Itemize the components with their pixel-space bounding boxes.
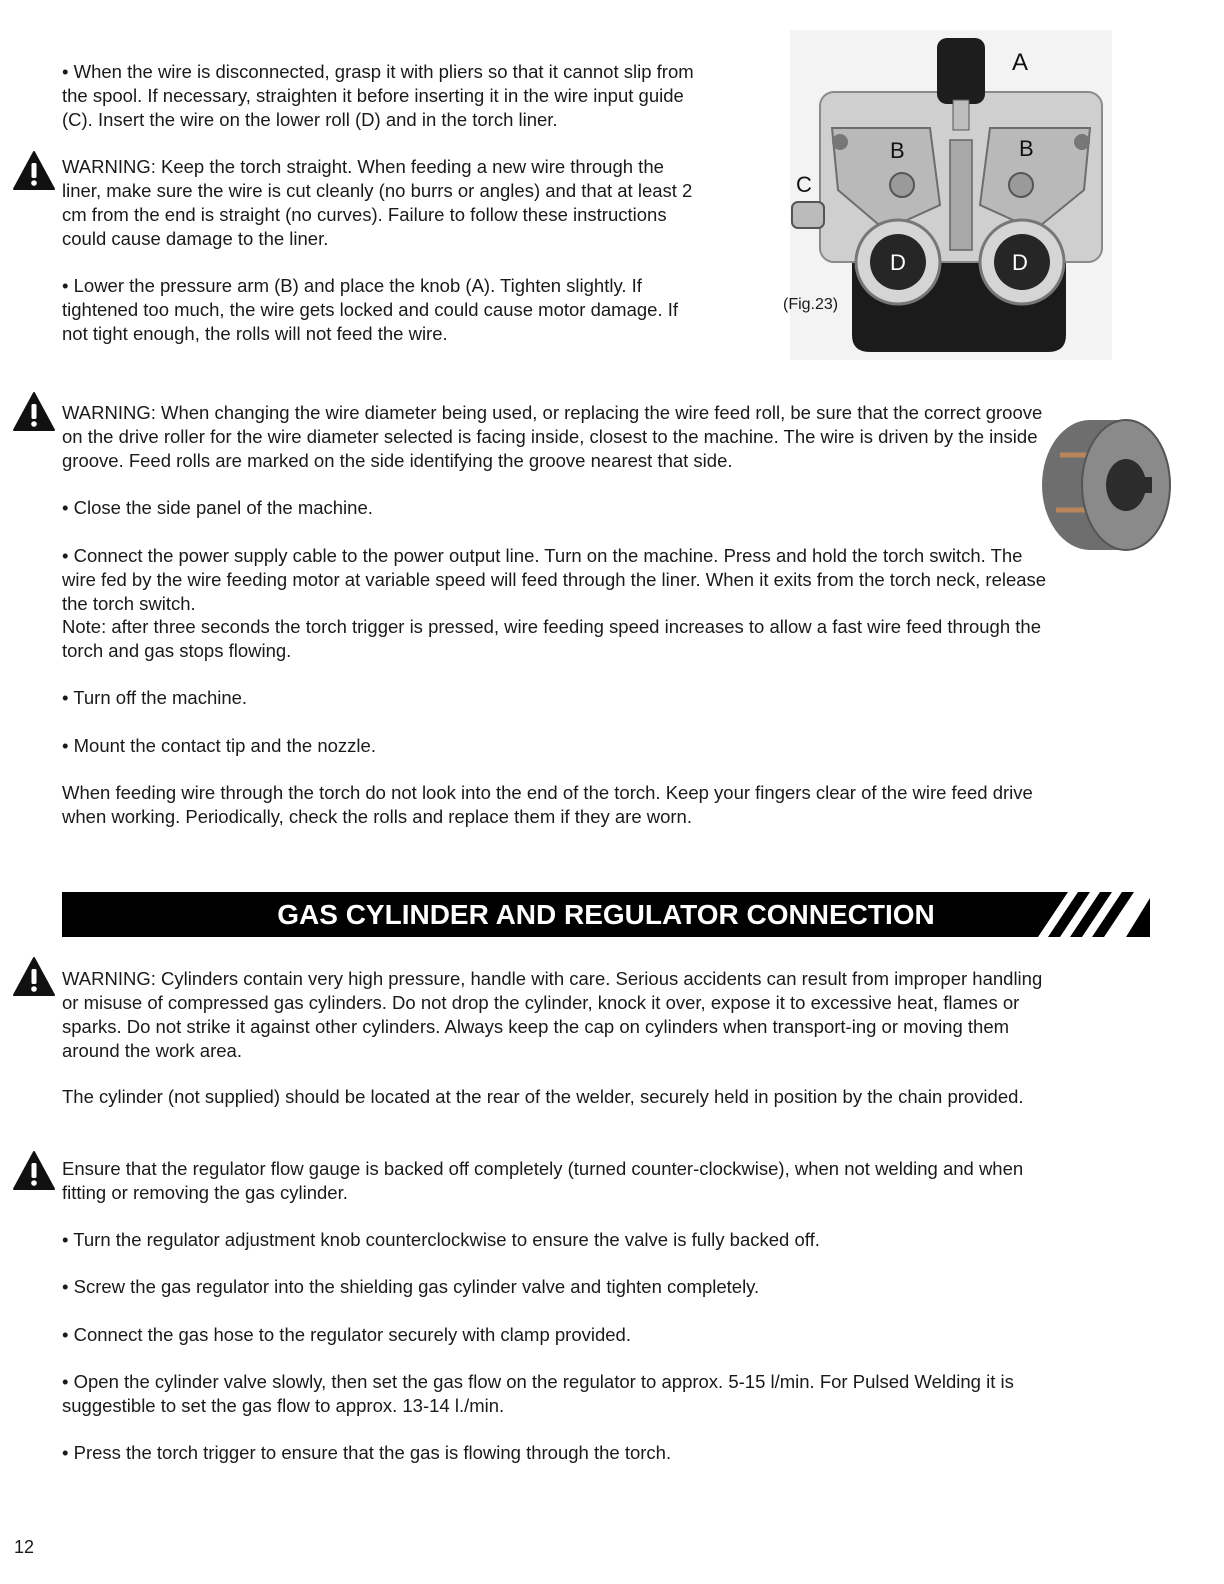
warning-triangle-icon [13, 957, 55, 997]
paragraph-pressure-arm: • Lower the pressure arm (B) and place the knob (A). Tighten slightly. If tightened too much, the wire gets locked and could cause motor damage. If not tight enough, the rolls will not feed the wire. [62, 275, 679, 344]
warning-cylinders: WARNING: Cylinders contain very high pressure, handle with care. Serious accidents can result from improper handling or misuse of compressed gas cylinders. Do not drop the cylinder, knock it over, expose it to excessive heat, flames or sparks. Do not strike it against other cylinders. Always keep the cap on cylinders when transport-ing or moving them around the work area. [62, 968, 1043, 1061]
step-open-valve: • Open the cylinder valve slowly, then set the gas flow on the regulator to approx. 5-15 l/min. For Pulsed Welding it is suggestible to set the gas flow to approx. 13-14 l./min. [62, 1371, 1014, 1416]
warning-triangle-icon [13, 151, 55, 191]
page-number: 12 [14, 1537, 35, 1557]
warning-regulator: Ensure that the regulator flow gauge is backed off completely (turned counter-clockwise), when not welding and when fitting or removing the gas cylinder. [62, 1158, 1024, 1203]
label-b-left: B [890, 138, 905, 163]
warning-triangle-icon [13, 1151, 55, 1191]
paragraph-note: Note: after three seconds the torch trigger is pressed, wire feeding speed increases to allow a fast wire feed through the torch and gas stops flowing. [62, 616, 1041, 661]
paragraph-mount-tip: • Mount the contact tip and the nozzle. [62, 735, 376, 756]
feed-roll-image [1040, 415, 1172, 553]
paragraph-feeding-caution: When feeding wire through the torch do not look into the end of the torch. Keep your fingers clear of the wire feed drive when working. Periodically, check the rolls and replace them if they are worn. [62, 782, 1033, 827]
step-screw-regulator: • Screw the gas regulator into the shielding gas cylinder valve and tighten completely. [62, 1276, 760, 1297]
label-d-left: D [890, 250, 906, 275]
section-title: GAS CYLINDER AND REGULATOR CONNECTION [277, 899, 935, 930]
label-b-right: B [1019, 136, 1034, 161]
warning-torch-straight: WARNING: Keep the torch straight. When feeding a new wire through the liner, make sure the wire is cut cleanly (no burrs or angles) and that at least 2 cm from the end is straight (no curves). Failure to follow these instructions could cause damage to the liner. [62, 156, 693, 249]
paragraph-insert-wire: • When the wire is disconnected, grasp it with pliers so that it cannot slip from the spool. If necessary, straighten it before inserting it in the wire input guide (C). Insert the wire on the lower roll (D) and in the torch liner. [62, 61, 694, 130]
section-banner [62, 892, 1150, 937]
paragraph-connect-power: • Connect the power supply cable to the power output line. Turn on the machine. Press and hold the torch switch. The wire fed by the wire feeding motor at variable speed will feed through the liner. When it exits from the torch neck, release the torch switch. [62, 545, 1047, 614]
step-regulator-knob: • Turn the regulator adjustment knob counterclockwise to ensure the valve is fully backed off. [62, 1229, 820, 1250]
step-gas-hose: • Connect the gas hose to the regulator securely with clamp provided. [62, 1324, 631, 1345]
step-torch-trigger: • Press the torch trigger to ensure that the gas is flowing through the torch. [62, 1442, 672, 1463]
wire-feeder-figure [790, 30, 1112, 360]
paragraph-close-panel: • Close the side panel of the machine. [62, 497, 373, 518]
label-c: C [796, 172, 812, 197]
figure-caption: (Fig.23) [783, 296, 839, 313]
label-a: A [1012, 49, 1029, 76]
label-d-right: D [1012, 250, 1028, 275]
paragraph-cylinder-location: The cylinder (not supplied) should be located at the rear of the welder, securely held in position by the chain provided. [62, 1086, 1024, 1107]
warning-wire-diameter: WARNING: When changing the wire diameter being used, or replacing the wire feed roll, be sure that the correct groove on the drive roller for the wire diameter selected is facing inside, closest to the machine. The wire is driven by the inside groove. Feed rolls are marked on the side identifying the groove nearest that side. [62, 402, 1043, 471]
warning-triangle-icon [13, 392, 55, 432]
paragraph-turn-off: • Turn off the machine. [62, 687, 248, 708]
diagonal-stripes-icon [1038, 892, 1150, 937]
